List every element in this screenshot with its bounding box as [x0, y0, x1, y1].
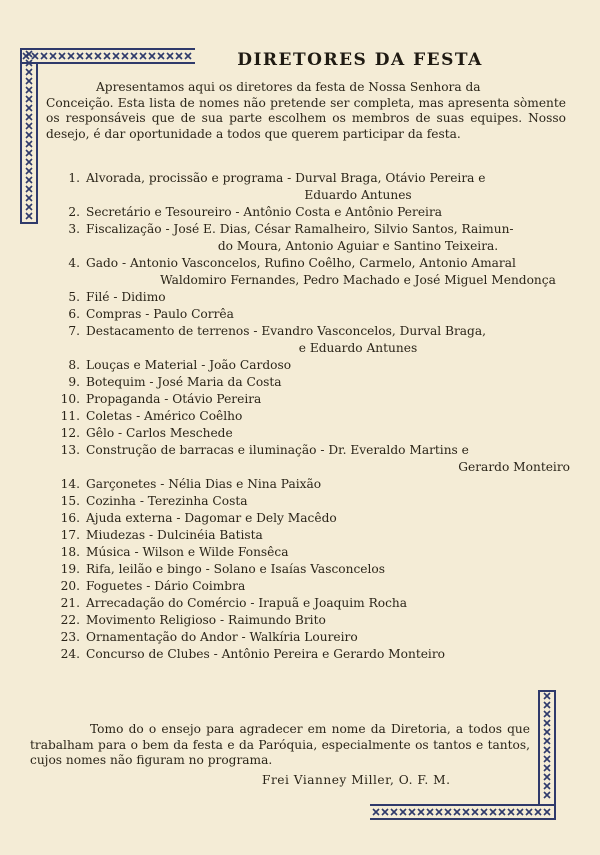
list-item: [50, 646, 570, 663]
list-item-number: 19.: [60, 562, 80, 576]
list-item-number: 7.: [68, 324, 80, 338]
list-item: [50, 578, 570, 595]
list-item-main: Miudezas - Dulcinéia Batista: [86, 528, 263, 542]
list-item-main: Música - Wilson e Wilde Fonsêca: [86, 545, 289, 559]
list-item-text: [86, 510, 570, 527]
signature: Frei Vianney Miller, O. F. M.: [262, 773, 451, 787]
list-item-main: Fiscalização - José E. Dias, César Ramalheiro, Silvio Santos, Raimun-: [86, 222, 514, 236]
list-item-text: [86, 527, 570, 544]
intro-paragraph: [46, 80, 566, 142]
list-item: [50, 408, 570, 425]
list-item-main: Secretário e Tesoureiro - Antônio Costa e Antônio Pereira: [86, 205, 443, 219]
list-item-continuation: Waldomiro Fernandes, Pedro Machado e José Miguel Mendonça: [160, 273, 556, 287]
list-item-number: 5.: [68, 290, 80, 304]
list-item-text: [86, 357, 570, 374]
ornament-border-left: [20, 48, 38, 224]
list-item-number: 20.: [60, 579, 80, 593]
list-item: [50, 442, 570, 476]
list-item-text: [86, 646, 570, 663]
list-item-number: 10.: [60, 392, 80, 406]
list-item-text: [86, 476, 570, 493]
list-item-text: [86, 629, 570, 646]
list-item-main: Louças e Material - João Cardoso: [86, 358, 292, 372]
list-item: [50, 374, 570, 391]
list-item-number: 2.: [68, 205, 80, 219]
list-item-text: [86, 204, 570, 221]
list-item-main: Filé - Didimo: [86, 290, 166, 304]
list-item-number: 12.: [60, 426, 80, 440]
page-title: DIRETORES DA FESTA: [237, 50, 483, 70]
list-item-number: 4.: [68, 256, 80, 270]
list-item-text: [86, 595, 570, 612]
list-item: [50, 306, 570, 323]
ornament-border-bottom-right: [370, 804, 556, 820]
list-item-number: 23.: [60, 630, 80, 644]
list-item-number: 3.: [68, 222, 80, 236]
list-item-main: Foguetes - Dário Coimbra: [86, 579, 246, 593]
list-item-number: 11.: [60, 409, 80, 423]
list-item-number: 1.: [68, 171, 80, 185]
list-item: [50, 629, 570, 646]
list-item-number: 17.: [60, 528, 80, 542]
list-item: [50, 493, 570, 510]
list-item-number: 9.: [68, 375, 80, 389]
list-item: [50, 561, 570, 578]
list-item-text: [86, 425, 570, 442]
list-item-text: [86, 408, 570, 425]
list-item-number: 16.: [60, 511, 80, 525]
list-item-main: Garçonetes - Nélia Dias e Nina Paixão: [86, 477, 322, 491]
list-item-main: Gado - Antonio Vasconcelos, Rufino Coêlho, Carmelo, Antonio Amaral: [86, 256, 516, 270]
list-item: [50, 425, 570, 442]
list-item-number: 21.: [60, 596, 80, 610]
list-item-main: Concurso de Clubes - Antônio Pereira e Gerardo Monteiro: [86, 647, 445, 661]
list-item-main: Gêlo - Carlos Meschede: [86, 426, 233, 440]
list-item-text: [86, 306, 570, 323]
list-item: [50, 170, 570, 204]
list-item: [50, 595, 570, 612]
list-item-number: 22.: [60, 613, 80, 627]
list-item: [50, 612, 570, 629]
list-item-text: [86, 391, 570, 408]
list-item: [50, 221, 570, 255]
list-item-main: Rifa, leilão e bingo - Solano e Isaías Vasconcelos: [86, 562, 385, 576]
list-item-main: Compras - Paulo Corrêa: [86, 307, 234, 321]
list-item-text: [86, 561, 570, 578]
list-item-text: [86, 442, 570, 476]
list-item-continuation: do Moura, Antonio Aguiar e Santino Teixeira.: [217, 239, 499, 253]
list-item-continuation: Eduardo Antunes: [304, 188, 412, 202]
intro-rest: Conceição. Esta lista de nomes não pretende ser completa, mas apresenta sòmente os responsáveis que de sua parte escolhem os membros de suas equipes. Nosso desejo, é dar oportunidade a todos que querem participar da festa.: [46, 95, 566, 141]
list-item-text: [86, 544, 570, 561]
list-item: [50, 527, 570, 544]
list-item-continuation: e Eduardo Antunes: [298, 341, 418, 355]
list-item-number: 14.: [60, 477, 80, 491]
list-item: [50, 544, 570, 561]
list-item-text: [86, 493, 570, 510]
list-item: [50, 476, 570, 493]
intro-line-1: Apresentamos aqui os diretores da festa de Nossa Senhora da: [96, 80, 481, 94]
list-item-text: [86, 323, 570, 357]
list-item-main: Movimento Religioso - Raimundo Brito: [86, 613, 326, 627]
list-item-text: [86, 578, 570, 595]
list-item: [50, 357, 570, 374]
list-item-main: Arrecadação do Comércio - Irapuã e Joaquim Rocha: [86, 596, 408, 610]
list-item-main: Coletas - Américo Coêlho: [86, 409, 243, 423]
list-item-main: Botequim - José Maria da Costa: [86, 375, 282, 389]
list-item-number: 8.: [68, 358, 80, 372]
list-item-continuation: Gerardo Monteiro: [458, 460, 570, 474]
list-item: [50, 510, 570, 527]
list-item-main: Ajuda externa - Dagomar e Dely Macêdo: [86, 511, 337, 525]
list-item: [50, 255, 570, 289]
list-item: [50, 323, 570, 357]
list-item-text: [86, 289, 570, 306]
closing-text: Tomo do o ensejo para agradecer em nome da Diretoria, a todos que trabalham para o bem da festa e da Paróquia, especialmente os tantos e tantos, cujos nomes não figuram no programa.: [30, 722, 530, 767]
list-item: [50, 289, 570, 306]
list-item-main: Ornamentação do Andor - Walkíria Loureiro: [86, 630, 358, 644]
ornament-border-right: [538, 690, 556, 818]
list-item-main: Propaganda - Otávio Pereira: [86, 392, 262, 406]
list-item-text: [86, 221, 570, 255]
list-item-number: 6.: [68, 307, 80, 321]
list-item-number: 15.: [60, 494, 80, 508]
directors-list: [50, 170, 570, 663]
list-item-number: 24.: [60, 647, 80, 661]
list-item-text: [86, 612, 570, 629]
list-item: [50, 204, 570, 221]
list-item-main: Construção de barracas e iluminação - Dr. Everaldo Martins e: [86, 443, 469, 457]
list-item-main: Alvorada, procissão e programa - Durval Braga, Otávio Pereira e: [86, 171, 486, 185]
closing-paragraph: [30, 722, 530, 769]
ornament-border-top-left: [20, 48, 195, 64]
list-item-main: Destacamento de terrenos - Evandro Vasconcelos, Durval Braga,: [86, 324, 486, 338]
list-item-text: [86, 170, 570, 204]
list-item-main: Cozinha - Terezinha Costa: [86, 494, 248, 508]
list-item-text: [86, 374, 570, 391]
list-item-text: [86, 255, 570, 289]
list-item-number: 18.: [60, 545, 80, 559]
list-item: [50, 391, 570, 408]
list-item-number: 13.: [60, 443, 80, 457]
